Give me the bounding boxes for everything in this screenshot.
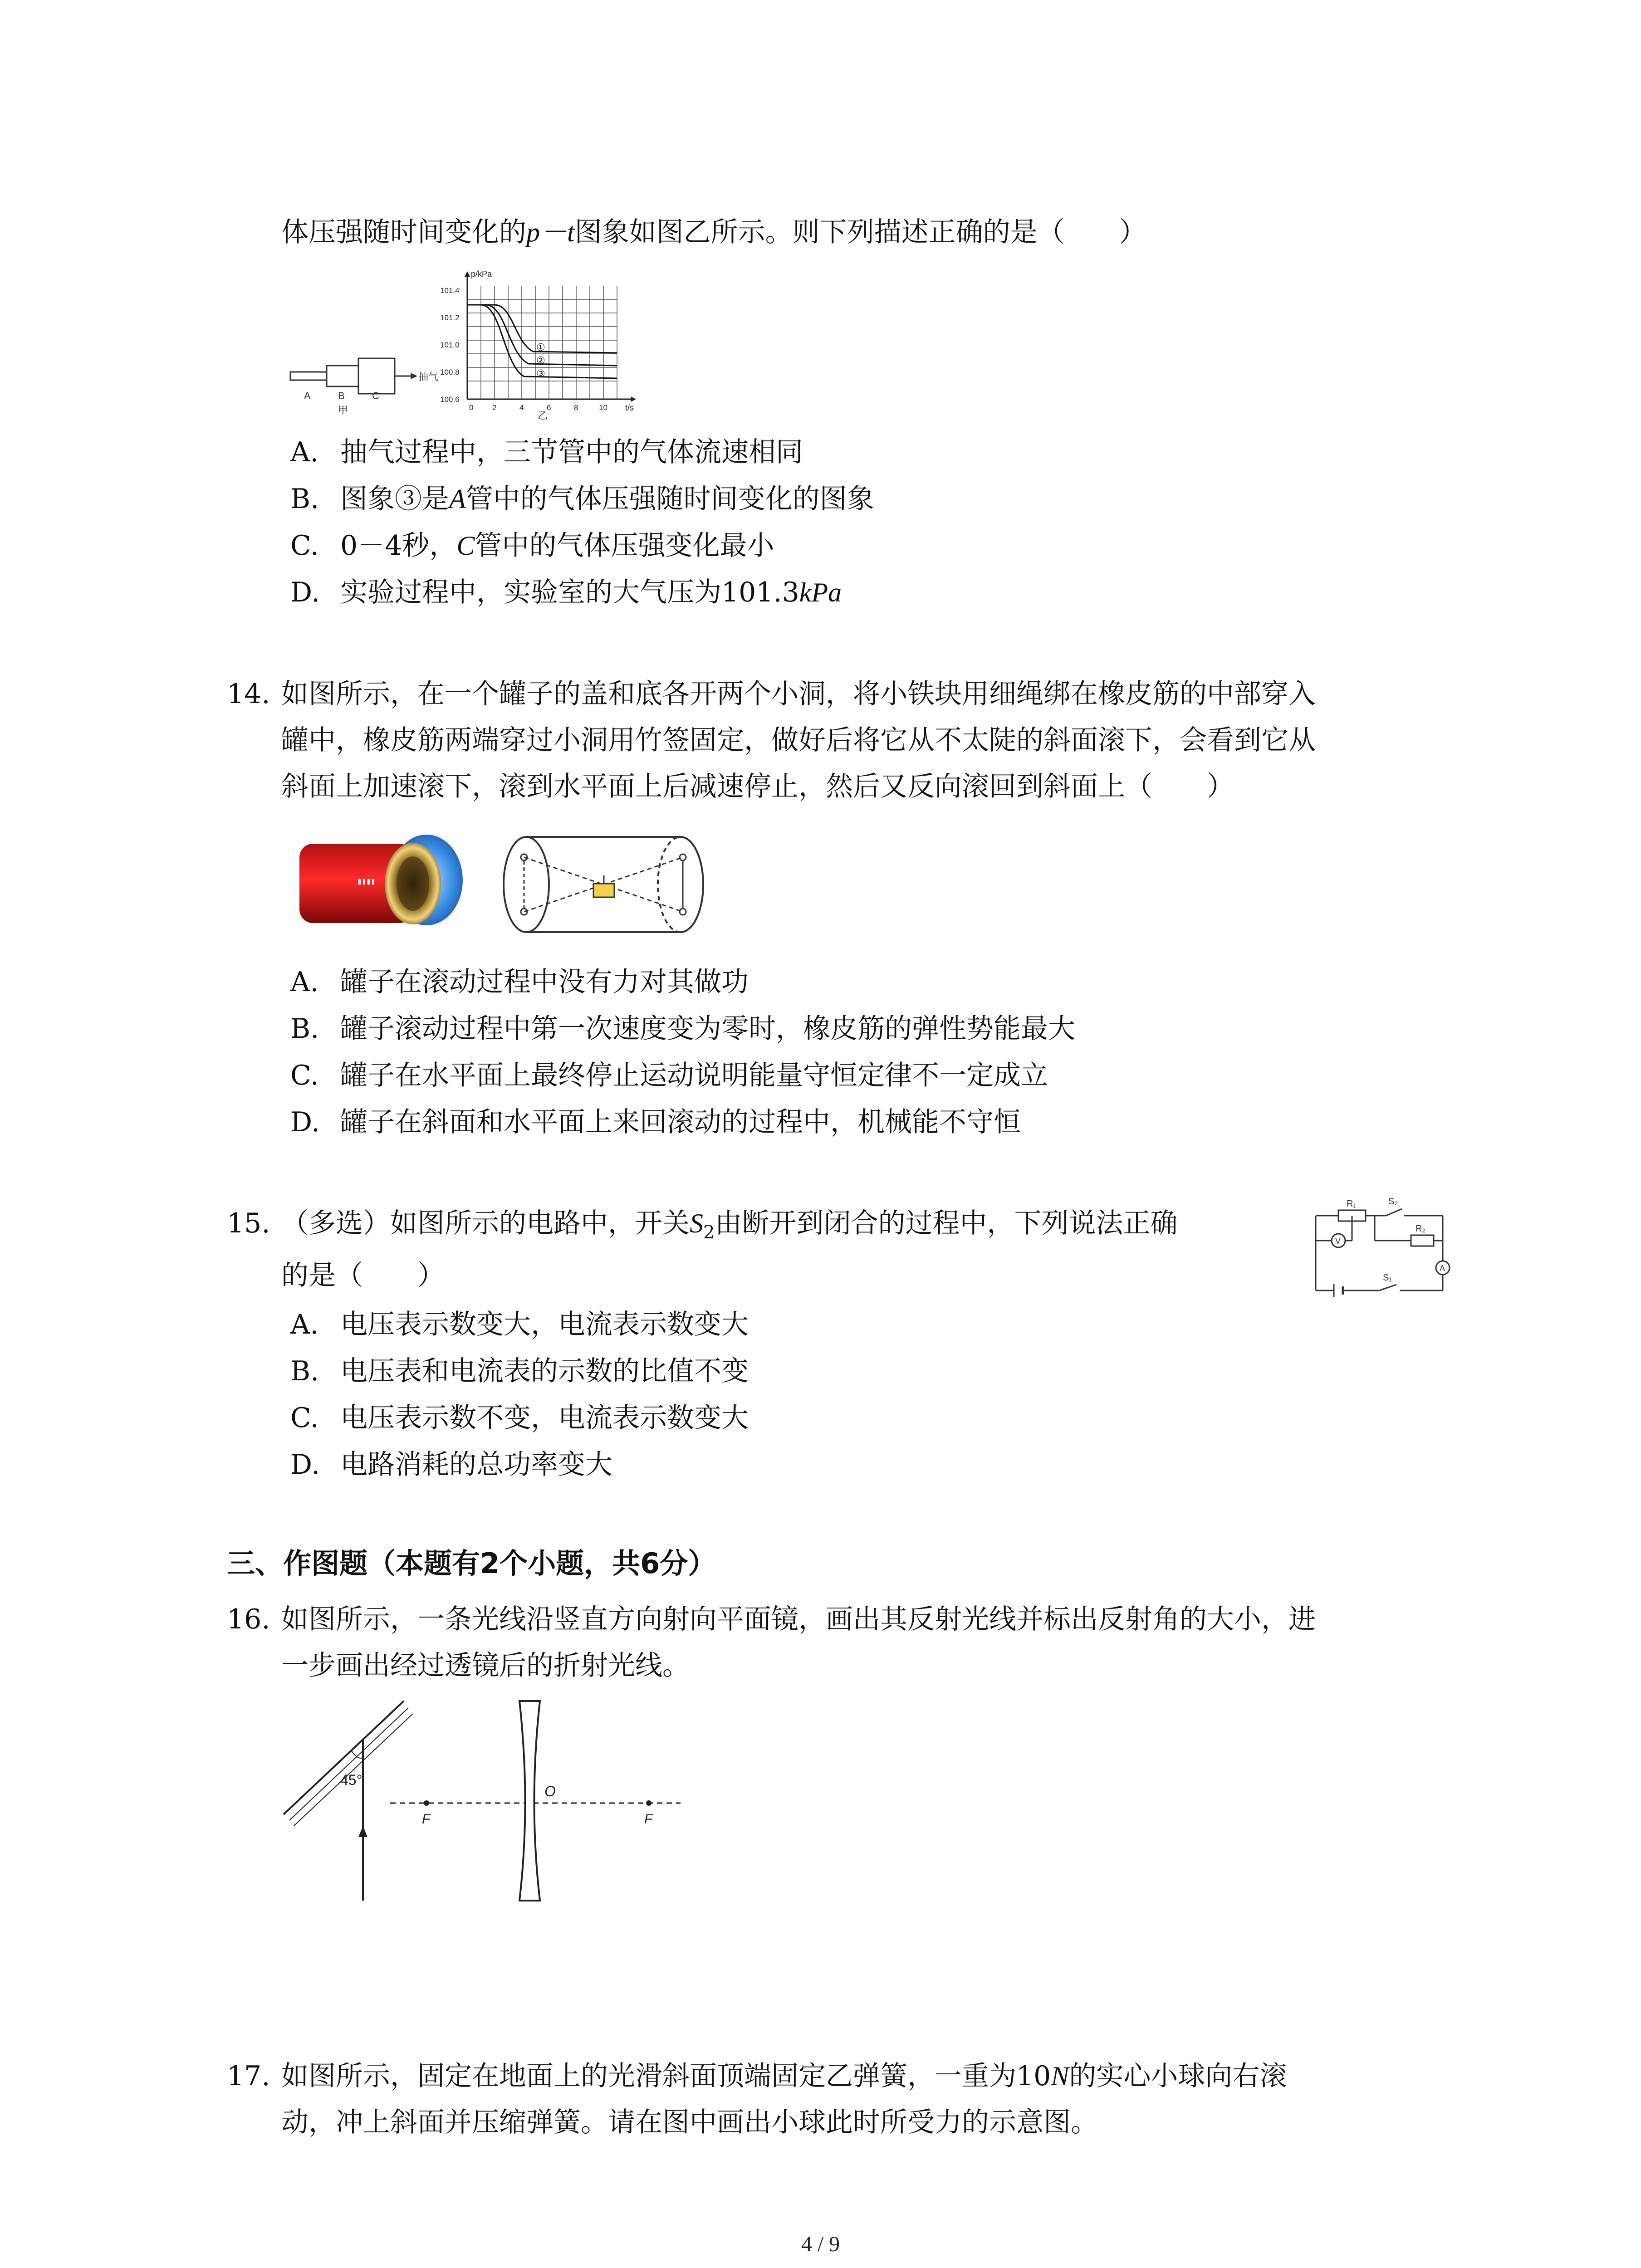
q16-optics-figure	[272, 1692, 690, 1910]
q14-option-d: D. 罐子在斜面和水平面上来回滚动的过程中，机械能不守恒	[290, 1106, 1021, 1138]
q16-stem-line-1: 如图所示，一条光线沿竖直方向射向平面镜，画出其反射光线并标出反射角的大小，进	[281, 1603, 1316, 1635]
q15-option-d: D. 电路消耗的总功率变大	[290, 1449, 612, 1481]
q13-x-tick: 8	[574, 403, 578, 412]
page-number: 4 / 9	[801, 2232, 840, 2256]
q13-option-c: C. 0－4秒，C管中的气体压强变化最小	[290, 530, 774, 562]
q13-caption-yi: 乙	[538, 410, 548, 421]
q14-stem-line-2: 罐中，橡皮筋两端穿过小洞用竹签固定，做好后将它从不太陡的斜面滚下，会看到它从	[281, 724, 1316, 756]
q13-y-tick: 101.4	[440, 286, 460, 295]
q16-focus-left-label: F	[422, 1812, 431, 1827]
q15-r1-label: R₁	[1347, 1199, 1357, 1209]
q13-option-a: A. 抽气过程中，三节管中的气体流速相同	[290, 436, 803, 468]
q15-option-c: C. 电压表示数不变，电流表示数变大	[290, 1402, 749, 1434]
q14-stem-line-1: 如图所示，在一个罐子的盖和底各开两个小洞，将小铁块用细绳绑在橡皮筋的中部穿入	[281, 678, 1316, 710]
q13-x-tick: 2	[492, 403, 497, 412]
q15-s1-label: S₁	[1383, 1273, 1392, 1283]
q13-stem-tail: 体压强随时间变化的p－t图象如图乙所示。则下列描述正确的是（ ）	[281, 216, 1146, 248]
q16-concave-lens	[519, 1701, 540, 1901]
section-3-title: 三、作图题（本题有2个小题，共6分）	[227, 1547, 716, 1580]
q13-y-tick: 101.2	[440, 313, 460, 322]
q13-curve-label-1: ①	[536, 342, 545, 353]
q16-plane-mirror	[284, 1701, 404, 1814]
q13-option-d: D. 实验过程中，实验室的大气压为101.3kPa	[290, 577, 842, 608]
q17-stem-line-2: 动，冲上斜面并压缩弹簧。请在图中画出小球此时所受力的示意图。	[281, 2107, 1098, 2138]
q14-option-a: A. 罐子在滚动过程中没有力对其做功	[290, 966, 749, 998]
q17-number: 17.	[227, 2060, 270, 2092]
q13-tube-label-c: C	[372, 390, 379, 401]
q13-formula: p－t	[526, 217, 575, 247]
q13-x-axis-label: t/s	[625, 403, 634, 412]
q15-s2-label: S₂	[1388, 1197, 1398, 1207]
q13-tube-label-b: B	[338, 390, 345, 401]
q17-stem-line-1: 如图所示，固定在地面上的光滑斜面顶端固定乙弹簧，一重为10N的实心小球向右滚	[281, 2060, 1287, 2092]
q15-stem-line-2: 的是（ ）	[281, 1260, 445, 1291]
q15-option-b: B. 电压表和电流表的示数的比值不变	[290, 1355, 749, 1387]
q14-stem-line-3: 斜面上加速滚下，滚到水平面上后减速停止，然后又反向滚回到斜面上（ ）	[281, 771, 1234, 802]
q13-curve-label-2: ②	[536, 355, 545, 366]
q13-caption-jia: 甲	[338, 405, 348, 416]
q13-x-tick: 6	[547, 403, 551, 412]
q16-focus-right-label: F	[644, 1812, 653, 1827]
q13-y-axis-label: p/kPa	[471, 269, 492, 279]
q13-x-tick: 4	[519, 403, 524, 412]
q14-can-schematic	[499, 826, 717, 943]
q13-option-b: B. 图象③是A管中的气体压强随时间变化的图象	[290, 483, 874, 515]
q13-x-tick: 10	[599, 403, 607, 412]
q15-r2-label: R₂	[1416, 1224, 1426, 1234]
q14-option-c: C. 罐子在水平面上最终停止运动说明能量守恒定律不一定成立	[290, 1060, 1048, 1091]
q13-figure-tubes	[281, 331, 439, 417]
q16-optical-center-label: O	[544, 1783, 556, 1799]
q13-y-tick: 100.8	[440, 368, 460, 376]
q13-pump-label: 抽气	[418, 371, 439, 382]
q13-x-tick: 0	[469, 403, 474, 412]
q16-number: 16.	[227, 1603, 270, 1635]
q15-circuit-diagram	[1307, 1188, 1461, 1302]
q16-angle-label: 45°	[340, 1772, 362, 1788]
q15-ammeter-label: A	[1440, 1264, 1445, 1273]
q14-can-photo	[290, 830, 481, 939]
q15-number: 15.	[227, 1207, 270, 1239]
q14-number: 14.	[227, 678, 270, 710]
q13-curve-label-3: ③	[536, 368, 545, 379]
q13-figure-pt-graph	[436, 263, 653, 422]
q15-voltmeter-label: V	[1335, 1237, 1341, 1246]
q16-stem-line-2: 一步画出经过透镜后的折射光线。	[281, 1650, 690, 1681]
q13-tube-label-a: A	[304, 390, 311, 401]
q14-option-b: B. 罐子滚动过程中第一次速度变为零时，橡皮筋的弹性势能最大	[290, 1013, 1075, 1045]
q15-stem-line-1: （多选）如图所示的电路中，开关$S_2$由断开到闭合的过程中，下列说法正确	[281, 1207, 1178, 1243]
q13-y-tick: 101.0	[440, 341, 460, 349]
q13-y-tick: 100.6	[440, 395, 460, 404]
q15-option-a: A. 电压表示数变大，电流表示数变大	[290, 1309, 749, 1340]
